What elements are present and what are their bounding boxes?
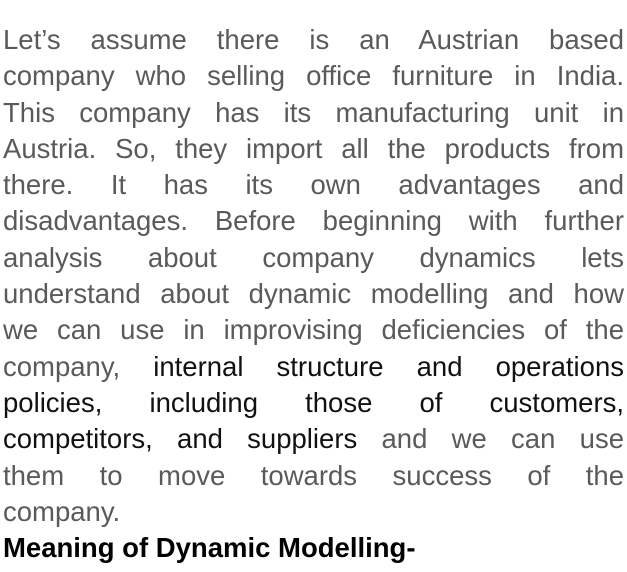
body-text: company. — [3, 495, 121, 527]
body-text: Let’s assume there is an Austrian based — [3, 24, 624, 55]
body-text: analysis about company dynamics lets — [3, 241, 624, 273]
body-text: there. It has its own advantages and — [3, 169, 624, 201]
paragraph-line — [3, 494, 624, 530]
paragraph-line — [3, 276, 624, 312]
paragraph-line — [3, 349, 624, 385]
body-text: company, — [3, 350, 154, 382]
paragraph-line — [3, 58, 624, 94]
body-text: This company has its manufacturing unit in — [3, 96, 624, 128]
body-text: and we can use — [357, 423, 624, 455]
paragraph-line — [3, 22, 624, 58]
emphasized-text: competitors, and suppliers — [3, 423, 358, 455]
paragraph-line — [3, 458, 624, 494]
paragraph-line — [3, 203, 624, 239]
paragraph — [3, 22, 624, 530]
paragraph-line — [3, 131, 624, 167]
paragraph-line — [3, 385, 624, 421]
paragraph-line — [3, 240, 624, 276]
document-body — [3, 22, 624, 566]
paragraph-line — [3, 167, 624, 203]
section-heading: Meaning of Dynamic Modelling- — [3, 532, 416, 564]
body-text: we can use in improvising deficiencies of the — [3, 314, 624, 346]
emphasized-text: internal structure and operations — [153, 350, 624, 382]
emphasized-text: policies, including those of customers, — [3, 386, 624, 418]
body-text: Austria. So, they import all the products from — [3, 132, 624, 164]
paragraph-line — [3, 312, 624, 348]
body-text: company who selling office furniture in India. — [3, 60, 624, 92]
body-text: them to move towards success of the — [3, 459, 624, 491]
paragraph-line — [3, 95, 624, 131]
body-text: disadvantages. Before beginning with further — [3, 205, 624, 237]
paragraph-line — [3, 421, 624, 457]
body-text: understand about dynamic modelling and how — [3, 278, 624, 310]
